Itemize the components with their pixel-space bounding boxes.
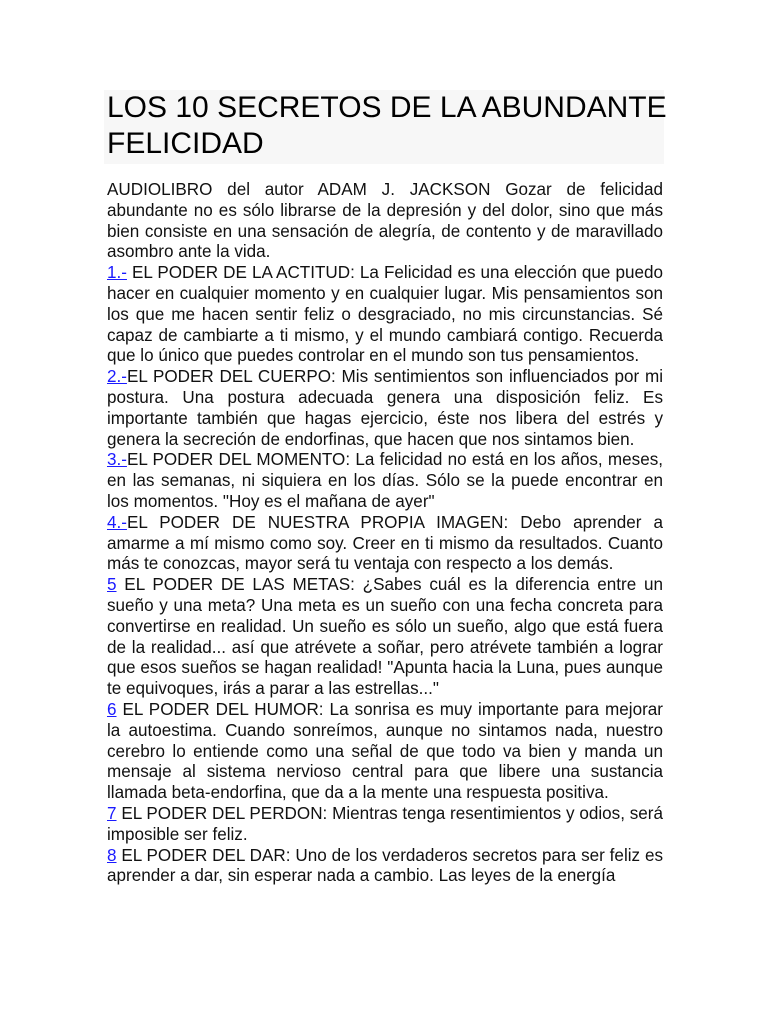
section-text-2: EL PODER DEL CUERPO: Mis sentimientos son influenciados por mi postura. Una postura adecuada genera una disposición feliz. Es importante también que hagas ejercicio, éste nos libera del estrés y genera la secreción de endorfinas, que hacen que nos sintamos bien. bbox=[107, 367, 663, 449]
section-3 bbox=[107, 450, 663, 512]
document-body bbox=[107, 180, 663, 887]
section-link-5[interactable]: 5 bbox=[107, 575, 117, 595]
section-text-8: EL PODER DEL DAR: Uno de los verdaderos secretos para ser feliz es aprender a dar, sin esperar nada a cambio. Las leyes de la energía bbox=[107, 845, 663, 886]
section-text-6: EL PODER DEL HUMOR: La sonrisa es muy importante para mejorar la autoestima. Cuando sonreímos, aunque no sintamos nada, nuestro cerebro lo entiende como una señal de que todo va bien y manda un mensaje al sistema nervioso central para que libere una sustancia llamada beta-endorfina, que da a la mente una respuesta positiva. bbox=[107, 699, 663, 803]
section-text-7: EL PODER DEL PERDON: Mientras tenga resentimientos y odios, será imposible ser feliz. bbox=[107, 803, 663, 844]
section-text-5: EL PODER DE LAS METAS: ¿Sabes cuál es la diferencia entre un sueño y una meta? Una meta es un sueño con una fecha concreta para convertirse en realidad. Un sueño es sólo un sueño, algo que está fuera de la realidad... así que atrévete a soñar, pero atrévete también a lograr que esos sueños se hagan realidad! "Apunta hacia la Luna, pues aunque te equivoques, irás a parar a las estrellas..." bbox=[107, 575, 663, 699]
section-link-2[interactable]: 2.- bbox=[107, 367, 127, 387]
section-5 bbox=[107, 575, 663, 700]
section-4 bbox=[107, 513, 663, 575]
section-link-7[interactable]: 7 bbox=[107, 803, 117, 823]
section-6 bbox=[107, 700, 663, 804]
section-text-1: EL PODER DE LA ACTITUD: La Felicidad es una elección que puedo hacer en cualquier momento y en cualquier lugar. Mis pensamientos son los que me hacen sentir feliz o desgraciado, no mis circunstancias. Sé capaz de cambiarte a ti mismo, y el mundo cambiará contigo. Recuerda que lo único que puedes controlar en el mundo son tus pensamientos. bbox=[107, 263, 663, 366]
section-link-4[interactable]: 4.- bbox=[107, 512, 127, 532]
section-2 bbox=[107, 367, 663, 450]
section-link-6[interactable]: 6 bbox=[107, 699, 117, 719]
section-link-8[interactable]: 8 bbox=[107, 845, 117, 865]
section-text-3: EL PODER DEL MOMENTO: La felicidad no está en los años, meses, en las semanas, ni siquiera en los días. Sólo se la puede encontrar en los momentos. "Hoy es el mañana de ayer" bbox=[107, 450, 663, 511]
section-link-3[interactable]: 3.- bbox=[107, 450, 127, 470]
document-title: LOS 10 SECRETOS DE LA ABUNDANTE FELICIDAD bbox=[107, 91, 667, 160]
intro-paragraph: AUDIOLIBRO del autor ADAM J. JACKSON Gozar de felicidad abundante no es sólo librarse de la depresión y del dolor, sino que más bien consiste en una sensación de alegría, de contento y de maravillado asombro ante la vida. bbox=[107, 180, 663, 262]
section-1 bbox=[107, 263, 663, 367]
section-text-4: EL PODER DE NUESTRA PROPIA IMAGEN: Debo aprender a amarme a mí mismo como soy. Creer en ti mismo da resultados. Cuanto más te conozcas, mayor será tu ventaja con respecto a los demás. bbox=[107, 512, 663, 574]
section-link-1[interactable]: 1.- bbox=[107, 263, 127, 283]
section-7 bbox=[107, 804, 663, 846]
section-8 bbox=[107, 846, 663, 888]
